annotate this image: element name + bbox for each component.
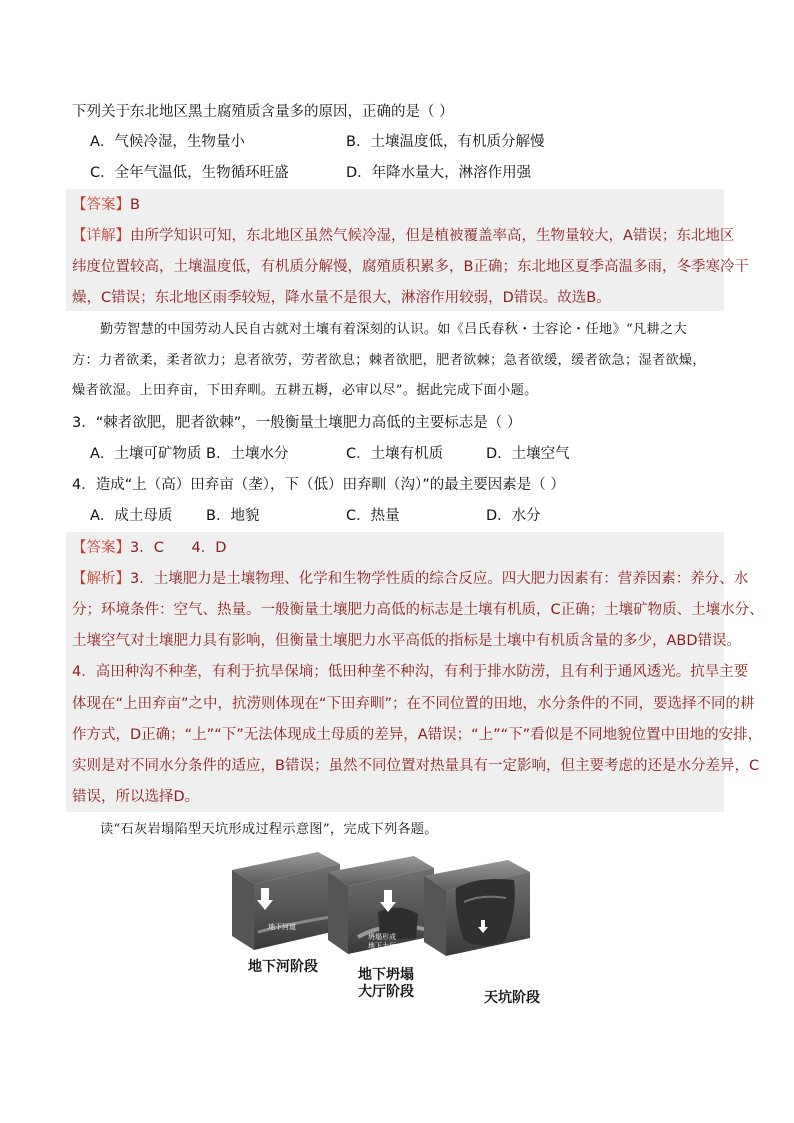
analysis-line-3: 土壤空气对土壤肥力具有影响，但衡量土壤肥力水平高低的指标是土壤中有机质含量的多少，ABD错误。 [72,633,742,649]
stage-1-label: 地下河阶段 [248,959,318,975]
analysis-line-1 [72,569,748,589]
answer-tag-2: 【答案】 [72,540,130,556]
analysis-text: 3．土壤肥力是土壤物理、化学和生物学性质的综合反应。四大肥力因素有：营养因素：养分、水 [130,571,749,587]
stage-2-label-line-2: 大厅阶段 [358,984,414,1000]
answer-1 [72,195,140,215]
analysis-line-4: 4．高田种沟不种垄，有利于抗旱保墒；低田种垄不种沟，有利于排水防涝，且有利于通风透光。抗旱主要 [72,664,749,680]
analysis-line-5: 体现在“上田弃亩”之中，抗涝则体现在“下田弃甽”；在不同位置的田地，水分条件的不同，要选择不同的耕 [72,696,755,712]
question-4-stem: 4．造成“上（高）田弃亩（垄），下（低）田弃甽（沟）”的最主要因素是（ ） [72,477,565,493]
stage-3-label: 天坑阶段 [484,990,540,1006]
detail-tag: 【详解】 [72,228,130,244]
option-d: D．年降水量大，淋溶作用强 [346,165,532,181]
option-c: C．全年气温低，生物循环旺盛 [90,165,289,181]
detail-line-1 [72,226,734,246]
answer-tag: 【答案】 [72,197,130,213]
q3-option-a: A．土壤可矿物质 [90,446,202,462]
analysis-line-7: 实则是对不同水分条件的适应，B错误；虽然不同位置对热量具有一定影响，但主要考虑的还是水分差异，C [72,758,760,774]
q3-option-b: B．土壤水分 [206,446,289,462]
answer-value: B [130,197,140,213]
arrow-2-shaft [384,890,392,902]
q4-option-d: D．水分 [486,508,541,524]
passage-line-3: 燥者欲湿。上田弃亩，下田弃甽。五耕五耨，必审以尽”。据此完成下面小题。 [72,383,538,398]
q3-option-c: C．土壤有机质 [346,446,444,462]
detail-line-2: 纬度位置较高，土壤温度低，有机质分解慢，腐殖质积累多，B正确；东北地区夏季高温多雨，冬季寒冷干 [72,259,749,275]
passage-3: 读“石灰岩塌陷型天坑形成过程示意图”，完成下列各题。 [100,822,438,837]
analysis-tag: 【解析】 [72,571,130,587]
stage-2-label-line-1: 地下坍塌 [358,967,414,983]
passage-line-2: 方：力者欲柔，柔者欲力；息者欲劳，劳者欲息；棘者欲肥，肥者欲棘；急者欲缓，缓者欲急；湿者欲燥， [72,353,706,368]
label-underground-river: 地下河道 [268,923,296,931]
sinkhole-formation-diagram [228,842,558,1012]
block-sinkhole [424,860,530,956]
question-stem: 下列关于东北地区黑土腐殖质含量多的原因，正确的是（ ） [72,104,454,120]
analysis-line-8: 错误，所以选择D。 [72,789,200,805]
label-collapse-forming: 坍塌形成 [368,933,396,941]
passage-line-1: 勤劳智慧的中国劳动人民自古就对土壤有着深刻的认识。如《吕氏春秋・士容论・任地》“凡耕之大 [100,322,687,337]
q4-option-c: C．热量 [346,508,400,524]
answer-value-2: 3．C 4．D [130,540,227,556]
question-3-stem: 3．“棘者欲肥，肥者欲棘”，一般衡量土壤肥力高低的主要标志是（ ） [72,415,522,431]
arrow-3-shaft [481,920,485,927]
detail-line-3: 燥，C错误；东北地区雨季较短，降水量不是很大，淋溶作用较弱，D错误。故选B。 [72,290,611,306]
q4-option-b: B．地貌 [206,508,260,524]
label-underground-hall: 地下大厅 [368,942,396,950]
block-underground-river [232,852,340,950]
q3-option-d: D．土壤空气 [486,446,570,462]
option-b: B．土壤温度低，有机质分解慢 [346,134,545,150]
analysis-line-6: 作方式，D正确；“上”“下”无法体现成土母质的差异，A错误；“上”“下”看似是不同地貌位置中田地的安排， [72,727,763,743]
option-a: A．气候冷湿，生物量小 [90,134,245,150]
arrow-1-shaft [261,888,269,900]
q4-option-a: A．成土母质 [90,508,173,524]
analysis-line-2: 分；环境条件：空气、热量。一般衡量土壤肥力高低的标志是土壤有机质，C正确；土壤矿物质、土壤水分、 [72,602,764,618]
answer-2 [72,538,226,558]
detail-text: 由所学知识可知，东北地区虽然气候冷湿，但是植被覆盖率高，生物量较大，A错误；东北地区 [130,228,735,244]
